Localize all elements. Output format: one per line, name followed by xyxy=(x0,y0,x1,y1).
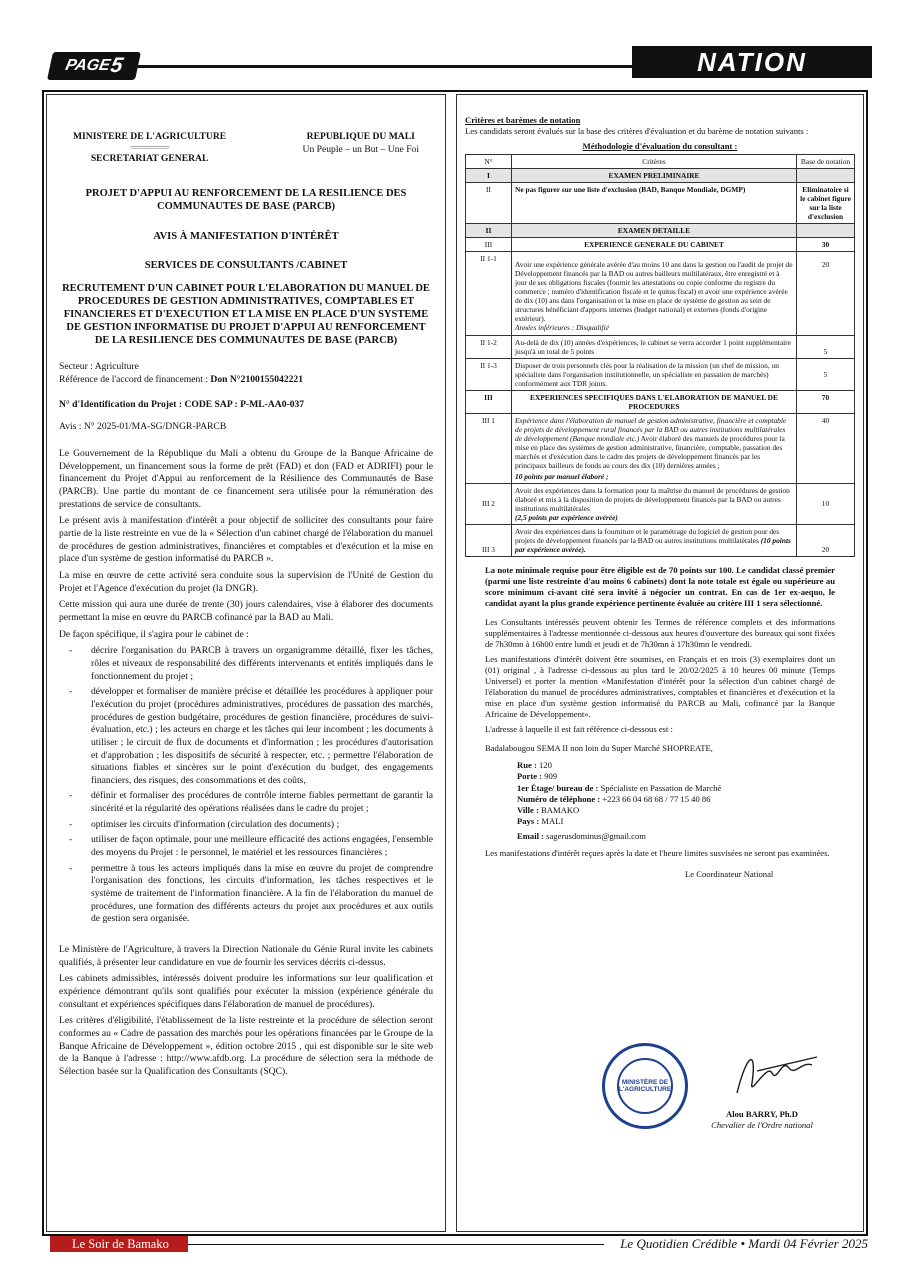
row-num: III xyxy=(466,390,512,413)
criteria-title: Critères et barèmes de notation xyxy=(465,115,581,125)
address-label: Porte : xyxy=(517,771,545,782)
row-score: Eliminatoire si le cabinet figure sur la liste d'exclusion xyxy=(797,183,855,224)
criteria-intro: Les candidats seront évalués sur la base des critères d'évaluation et du barème de notation suivants : xyxy=(465,126,809,136)
table-header xyxy=(466,155,855,169)
row-text-body: Avoir des expériences dans la fourniture et le paramétrage du logiciel de gestion pour des projets de développement financés par la BAD ou autres institutions multilatérales xyxy=(515,527,780,546)
row-text-body: Avoir des expériences dans la formation pour la maîtrise du manuel de procédures de gestion élaboré et mis à la disposition de projets de développement financés par la BAD ou autres institutions multilatérales xyxy=(515,485,790,513)
row-score: 30 xyxy=(797,238,855,252)
avis-number: Avis : N° 2025-01/MA-SG/DNGR-PARCB xyxy=(59,421,227,433)
motto: Un Peuple – un But – Une Foi xyxy=(302,143,419,155)
row-text: Au-delà de dix (10) années d'expériences, le cabinet se verra accorder 1 point supplémentaire jusqu'à un total de 5 points xyxy=(512,335,797,358)
task-list xyxy=(83,645,433,926)
signer-block xyxy=(697,1109,827,1131)
row-score xyxy=(797,169,855,183)
row-text-body: Avoir une expérience générale avérée d'au moins 10 ans dans la gestion ou l'audit de projet de Développement financés par la BAD ou autres bailleurs multilatéraux, être enregistré et à jour de ses obligations fiscales (fournir les attestations ou copie conforme du registre du commerce ; numéro d'identification fiscale et le quitus fiscal) et avoir une expérience avérée de dix (10) ans dans l'organisation et la mise en place de système de gestion au sein de structures bénéficiant d'apports internes (budget national) et externes (fonds d'origine extérieur). xyxy=(515,260,793,324)
reference-line xyxy=(59,374,433,387)
row-score: 5 xyxy=(797,358,855,390)
avis-title: AVIS À MANIFESTATION D'INTÉRÊT xyxy=(153,230,339,242)
table-row xyxy=(466,483,855,524)
seal-text: MINISTÈRE DE L'AGRICULTURE xyxy=(617,1058,673,1114)
ministry-stars: ============= xyxy=(130,143,169,152)
address-line xyxy=(517,831,855,842)
row-num: II xyxy=(466,183,512,224)
paragraph-3: La mise en œuvre de cette activité sera conduite sous la supervision de l'Unité de Gestion du Projet et l'Agence d'exécution du projet (la DNGR). xyxy=(59,569,433,594)
row-text xyxy=(512,483,797,524)
row-note: (2,5 points par expérience avérée) xyxy=(515,513,618,523)
row-score: 10 xyxy=(797,483,855,524)
row-text: Disposer de trois personnels clés pour la réalisation de la mission (un chef de mission, un spécialiste dans l'organisation institutionnelle, un spécialiste en passation de marchés) conformément aux TDR joints. xyxy=(512,358,797,390)
header-rule xyxy=(130,65,634,68)
row-score: 70 xyxy=(797,390,855,413)
row-label: EXPERIENCES SPECIFIQUES DANS L'ELABORATION DE MANUEL DE PROCEDURES xyxy=(512,390,797,413)
address-label: Rue : xyxy=(517,760,539,771)
row-note: Années inférieures : Disqualifié xyxy=(515,323,609,333)
address-label: Email : xyxy=(517,831,547,842)
row-score: 40 xyxy=(797,413,855,483)
page-word: PAGE xyxy=(63,57,112,74)
row-num: II xyxy=(466,224,512,238)
paragraph-7: Les cabinets admissibles, intéressés doivent produire les informations sur leur qualification et expérience démontrant qu'ils sont qualifiés pour exécuter la mission (expérience générale du consultant et expériences spécifiques dans l'élaboration de manuel de procédures). xyxy=(59,973,433,1010)
row-num: III 3 xyxy=(466,525,512,557)
row-text-body: Avoir élaboré des manuels de procédures pour la mise en place des systèmes de gestion administrative, financière, comptable, passation des marchés et d'exécution dans le cadre des projets de développement financés par les principaux bailleurs de fonds au cours des dix (10) dernières années ; xyxy=(515,433,785,470)
col-header: Base de notation xyxy=(797,155,855,169)
table-row xyxy=(466,358,855,390)
row-text-italic: Expérience dans l'élaboration de manuel de gestion administrative, financière et comptable de projets de développement rural financés par la BAD ou autres institutions multilatérales de développement (Banque mondiale etc.) xyxy=(515,415,787,443)
row-text xyxy=(512,413,797,483)
signer-title: Chevalier de l'Ordre national xyxy=(711,1120,813,1130)
reference-value: Don N°2100155042221 xyxy=(210,374,304,386)
secretariat: SECRETARIAT GENERAL xyxy=(90,152,209,164)
address-line xyxy=(517,760,855,771)
row-num: I xyxy=(466,169,512,183)
address-value: 120 xyxy=(538,760,552,771)
row-num: III 2 xyxy=(466,483,512,524)
address-intro: L'adresse à laquelle il est fait référence ci-dessous est : xyxy=(485,724,673,735)
list-item: - optimiser les circuits d'information (circulation des documents) ; xyxy=(83,819,433,832)
address-label: 1er Étage/ bureau de : xyxy=(517,782,601,793)
ministry-header xyxy=(59,131,433,165)
reference-label: Référence de l'accord de financement : xyxy=(59,374,211,386)
ministry-name: MINISTERE DE L'AGRICULTURE xyxy=(73,131,227,142)
col-header: N° xyxy=(466,155,512,169)
republic-name: REPUBLIQUE DU MALI xyxy=(306,131,415,142)
right-column xyxy=(456,94,864,1232)
footer-newspaper: Le Soir de Bamako xyxy=(50,1236,188,1252)
address-value: +223 66 04 68 68 / 77 15 40 86 xyxy=(602,793,711,804)
table-row xyxy=(466,224,855,238)
page-number: 5 xyxy=(108,54,125,77)
table-row xyxy=(466,335,855,358)
min-score-note: La note minimale requise pour être éligible est de 70 points sur 100. Le candidat classé premier (parmi une liste restreinte d'au moins 6 cabinets) dont la note totale est égale ou supérieure au score minimum ci-avant cité sera invité à négocier un contrat. En cas de 1er ex-aequo, le candidat ayant la plus grande expérience pertinente évaluée au critère III 1 sera sélectionné. xyxy=(485,565,835,609)
page-tag xyxy=(47,52,141,80)
project-identification: N° d'Identification du Projet : CODE SAP : P-ML-AA0-037 xyxy=(59,398,305,410)
col-header: Critères xyxy=(512,155,797,169)
row-num: II 1-1 xyxy=(466,252,512,335)
coordinator-title: Le Coordinateur National xyxy=(685,869,774,880)
paragraph-6: Le Ministère de l'Agriculture, à travers la Direction Nationale du Génie Rural invite les cabinets qualifiés, à présenter leur candidature en vue de fournir les services décrits ci-dessus. xyxy=(59,944,433,968)
address-value: 909 xyxy=(544,771,558,782)
email-value[interactable]: sagerusdominus@gmail.com xyxy=(546,831,646,842)
list-item: - décrire l'organisation du PARCB à travers un organigramme détaillé, fixer les tâches, rôles et niveaux de responsabilité des différents intervenants et entités impliqués dans le fonctionnement du projet ; xyxy=(83,645,433,683)
address-label: Ville : xyxy=(517,804,542,815)
row-num: II 1-2 xyxy=(466,335,512,358)
table-row xyxy=(466,252,855,335)
footer-date: Le Quotidien Crédible • Mardi 04 Février 2025 xyxy=(620,1236,868,1251)
row-num: III xyxy=(466,238,512,252)
table-row xyxy=(466,525,855,557)
criteria-table xyxy=(465,154,855,557)
row-label: EXAMEN PRELIMINAIRE xyxy=(512,169,797,183)
consultants-info: Les Consultants intéressés peuvent obtenir les Termes de référence complets et des informations supplémentaires à l'adresse mentionnée ci-dessous aux heures d'ouverture des bureaux qui sont fixées de 7h30mn à 16h00 entre lundi et jeudi et de 7h30mn à 17h30mn le vendredi. xyxy=(485,617,835,650)
method-title: Méthodologie d'évaluation du consultant : xyxy=(582,141,738,151)
project-title: PROJET D'APPUI AU RENFORCEMENT DE LA RESILIENCE DES COMMUNAUTES DE BASE (PARCB) xyxy=(85,188,407,213)
footer-rule xyxy=(188,1244,604,1245)
ministry-block xyxy=(73,131,226,165)
row-text xyxy=(512,252,797,335)
paragraph-5: De façon spécifique, il s'agira pour le cabinet de : xyxy=(59,628,249,640)
row-label: EXPERIENCE GENERALE DU CABINET xyxy=(512,238,797,252)
paragraph-2: Le présent avis à manifestation d'intérêt a pour objectif de solliciter des consultants pour faire partie de la liste restreinte en vue de la « Sélection d'un cabinet chargé de l'élaboration du manuel de procédures de gestion administratives, financières et comptables et d'exécution et la mise en place d'un système de gestion informatisé du PARCB ». xyxy=(59,515,433,565)
address-line xyxy=(517,805,855,816)
section-title: NATION xyxy=(632,46,872,78)
row-note: 10 points par manuel élaboré ; xyxy=(515,471,609,481)
recrutement-title: RECRUTEMENT D'UN CABINET POUR L'ELABORATION DU MANUEL DE PROCEDURES DE GESTION ADMINISTRATIVES, COMPTABLES ET FINANCIERES ET D'EXECUTION ET LA MISE EN PLACE D'UN SYSTEME DE GESTION INFORMATISE DU PROJET D'APPUI AU RENFORCEMENT DE LA RESILIENCE DES COMMUNAUTES DE BASE (PARCB) xyxy=(62,282,430,347)
list-item: - permettre à tous les acteurs impliqués dans la mise en œuvre du projet de comprendre l'organisation des fonctions, les circuits d'information, les tâches respectives et le système de traitement de l'information financière. A la fin de l'élaboration du manuel de procédures, une formation des différents acteurs du projet aux procédures et aux outils de gestion sera organisée. xyxy=(83,863,433,926)
address-block xyxy=(517,760,855,842)
address-value: Spécialiste en Passation de Marché xyxy=(600,782,722,793)
row-label: EXAMEN DETAILLE xyxy=(512,224,797,238)
address-value: BAMAKO xyxy=(541,804,580,815)
late-notice: Les manifestations d'intérêt reçues après la date et l'heure limites susvisées ne seront pas examinées. xyxy=(485,848,830,859)
row-note: (10 points par expérience avérée). xyxy=(515,536,791,555)
table-row xyxy=(466,238,855,252)
row-text: Ne pas figurer sur une liste d'exclusion (BAD, Banque Mondiale, DGMP) xyxy=(512,183,797,224)
list-item: - utiliser de façon optimale, pour une meilleure efficacité des actions engagées, l'ensemble des moyens du Projet : le personnel, le matériel et les ressources financières ; xyxy=(83,834,433,859)
official-seal xyxy=(602,1043,688,1129)
row-num: II 1-3 xyxy=(466,358,512,390)
paragraph-8: Les critères d'éligibilité, l'établissement de la liste restreinte et la procédure de sélection seront conformes au « Cadre de passation des marchés pour les opérations financées par le Groupe de la Banque Africaine de Développement », édition octobre 2015 , qui est disponible sur le site web de la Banque à l'adresse : http://www.afdb.org. La procédure de sélection sera la méthode de Sélection basée sur la Qualification des Consultants (SQC). xyxy=(59,1015,433,1077)
row-score: 5 xyxy=(797,335,855,358)
address-location: Badalabougou SEMA II non loin du Super Marché SHOPREATE, xyxy=(485,743,713,754)
row-score: 20 xyxy=(797,252,855,335)
table-row xyxy=(466,183,855,224)
row-score: 20 xyxy=(797,525,855,557)
paragraph-1: Le Gouvernement de la République du Mali a obtenu du Groupe de la Banque Africaine de Développement, un financement sous la forme de prêt (FAD) et don (FAD et ADRIFI) pour le financement du Projet d'Appui au renforcement de la Résilience des Communautés de Base (PARCB). Une partie du montant de ce financement sera utilisée pour la rémunération des prestations de service de consultants. xyxy=(59,448,433,510)
republic-block xyxy=(303,131,419,165)
address-label: Numéro de téléphone : xyxy=(517,793,603,804)
table-row xyxy=(466,390,855,413)
table-row xyxy=(466,413,855,483)
address-line xyxy=(517,794,855,805)
submission-info: Les manifestations d'intérêt doivent être soumises, en Français et en trois (3) exemplaires dont un (01) original , à l'adresse ci-dessous au plus tard le 20/02/2025 à 10 heures 00 minute (Temps Universel) et porter la mention «Manifestation d'intérêt pour la sélection d'un cabinet chargé de l'élaboration du manuel de procédures administratives, comptables et financières et d'exécution et la mise en place d'un système gestion informatisé du PARCB au Mali, cofinancé par la Banque Africaine de Développement». xyxy=(485,654,835,720)
signer-name: Alou BARRY, Ph.D xyxy=(726,1109,798,1119)
row-score xyxy=(797,224,855,238)
table-row xyxy=(466,169,855,183)
left-column xyxy=(46,94,446,1232)
signature xyxy=(717,1043,827,1103)
address-line xyxy=(517,771,855,782)
page-header xyxy=(38,44,872,82)
paragraph-4: Cette mission qui aura une durée de trente (30) jours calendaires, vise à élaborer des documents permettant la mise en œuvre du PARCB cofinancé par la BAD au Mali. xyxy=(59,599,433,623)
list-item: - définir et formaliser des procédures de contrôle interne fiables permettant de garantir la sincérité et la régularité des opérations réalisées dans le cadre du projet ; xyxy=(83,790,433,815)
list-item: - développer et formaliser de manière précise et détaillée les procédures à appliquer pour l'exécution du projet (procédures administratives, procédures de passation des marchés, procédures de gestion budgétaire, procédures de gestion financière, procédures de suivi-évaluation, etc.) ; les acteurs en charge et les tâches qui leur incombent ; les documents à utiliser ; le circuit de flux de documents et d'information ; les procédures d'autorisation et d'approbation ; les dispositifs de sécurité à respecter, etc. ; permettre l'élaboration de situations fiables et sincères sur le point d'exécution du budget, des engagements financiers, des risques, des consommations et des coûts, xyxy=(83,686,433,787)
row-text xyxy=(512,525,797,557)
row-num: III 1 xyxy=(466,413,512,483)
address-line xyxy=(517,783,855,794)
address-label: Pays : xyxy=(517,816,542,827)
address-value: MALI xyxy=(541,816,564,827)
services-title: SERVICES DE CONSULTANTS /CABINET xyxy=(144,259,348,271)
secteur: Secteur : Agriculture xyxy=(59,361,139,373)
address-line xyxy=(517,816,855,827)
